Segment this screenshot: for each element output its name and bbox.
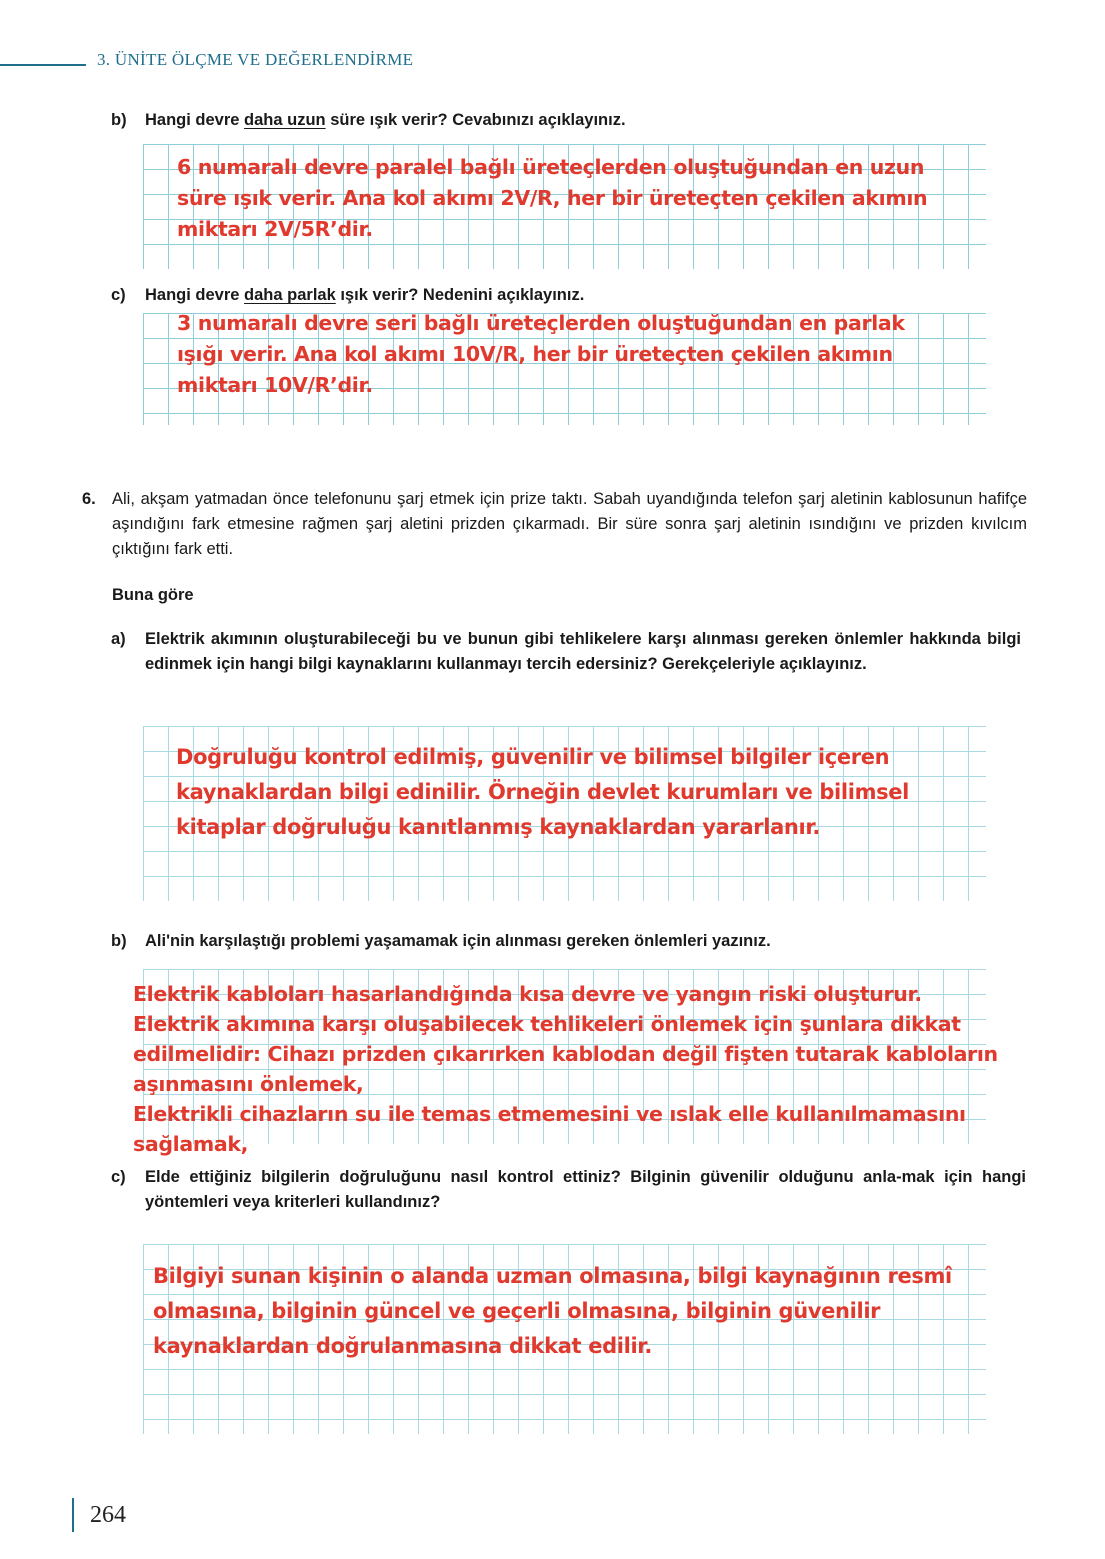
question-6b [111, 929, 1011, 954]
question-6-marker: 6. [82, 490, 96, 508]
answer-line: olmasına, bilginin güncel ve geçerli olmasına, bilginin güvenilir [153, 1299, 881, 1323]
footer-rule [72, 1498, 74, 1532]
answer-line: kaynaklardan doğrulanmasına dikkat edilir. [153, 1334, 652, 1358]
question-5c-text [145, 283, 991, 308]
question-5b-text-pre: Hangi devre [145, 111, 245, 129]
question-6b-text: Ali'nin karşılaştığı problemi yaşamamak için alınması gereken önlemleri yazınız. [145, 932, 771, 950]
question-6b-marker: b) [111, 932, 127, 950]
question-6c [111, 1165, 1026, 1215]
question-5b-text [145, 108, 991, 133]
answer-line: kitaplar doğruluğu kanıtlanmış kaynaklardan yararlanır. [176, 815, 821, 839]
answer-line: Doğruluğu kontrol edilmiş, güvenilir ve bilimsel bilgiler içeren [176, 745, 890, 769]
question-6a [111, 627, 1021, 677]
question-6c-text: Elde ettiğiniz bilgilerin doğruluğunu nasıl kontrol ettiniz? Bilginin güvenilir olduğunu anla-mak için hangi yöntemleri veya kriterleri kullandınız? [145, 1168, 1026, 1212]
question-5b-marker: b) [111, 111, 127, 129]
page-number: 264 [90, 1501, 126, 1528]
question-6 [82, 487, 1027, 562]
page-footer [72, 1498, 126, 1532]
question-5c-text-underlined: daha parlak [244, 286, 336, 304]
question-6a-marker: a) [111, 630, 126, 648]
answer-line: miktarı 10V/R’dir. [177, 373, 373, 397]
question-5b [111, 108, 991, 133]
answer-line: edilmelidir: Cihazı prizden çıkarırken kablodan değil fişten tutarak kabloların [133, 1042, 998, 1066]
answer-line: süre ışık verir. Ana kol akımı 2V/R, her bir üreteçten çekilen akımın [177, 186, 928, 210]
page-title: 3. ÜNİTE ÖLÇME VE DEĞERLENDİRME [97, 50, 414, 69]
answer-line: Elektrikli cihazların su ile temas etmemesini ve ıslak elle kullanılmamasını [133, 1102, 966, 1126]
answer-line: aşınmasını önlemek, [133, 1072, 364, 1096]
question-5c-text-post: ışık verir? Nedenini açıklayınız. [335, 286, 585, 304]
answer-text-5c [177, 308, 905, 401]
question-5b-text-post: süre ışık verir? Cevabınızı açıklayınız. [325, 111, 626, 129]
answer-line: kaynaklardan bilgi edinilir. Örneğin devlet kurumları ve bilimsel [176, 780, 910, 804]
answer-text-6b [133, 979, 998, 1159]
answer-line: ışığı verir. Ana kol akımı 10V/R, her bir üreteçten çekilen akımın [177, 342, 893, 366]
answer-line: Elektrik kabloları hasarlandığında kısa devre ve yangın riski oluşturur. [133, 982, 922, 1006]
question-6-stem: Ali, akşam yatmadan önce telefonunu şarj etmek için prize taktı. Sabah uyandığında telefon şarj aletinin kablosunun hafifçe aşındığını fark etmesine rağmen şarj aletini prizden çıkarmadı. Bir süre sonra şarj aletinin ısındığını ve prizden kıvılcım çıktığını fark etti. [112, 490, 1027, 559]
question-6c-marker: c) [111, 1168, 126, 1186]
answer-line: sağlamak, [133, 1132, 249, 1156]
question-5c-text-pre: Hangi devre [145, 286, 245, 304]
question-5b-text-underlined: daha uzun [244, 111, 326, 129]
question-6a-text: Elektrik akımının oluşturabileceği bu ve bunun gibi tehlikelere karşı alınması gereken önlemler hakkında bilgi edinmek için hangi bilgi kaynaklarını kullanmayı tercih edersiniz? Gerekçeleriyle açıklayınız. [145, 630, 1021, 674]
page-header [0, 50, 1105, 80]
answer-text-5b [177, 152, 927, 245]
question-5c [111, 283, 991, 308]
answer-line: 3 numaralı devre seri bağlı üreteçlerden oluştuğundan en parlak [177, 311, 905, 335]
answer-line: Elektrik akımına karşı oluşabilecek tehlikeleri önlemek için şunlara dikkat [133, 1012, 961, 1036]
answer-text-6a [176, 740, 909, 845]
answer-line: miktarı 2V/5R’dir. [177, 217, 373, 241]
answer-line: Bilgiyi sunan kişinin o alanda uzman olmasına, bilgi kaynağının resmî [153, 1264, 952, 1288]
header-rule [0, 64, 86, 66]
question-5c-marker: c) [111, 286, 126, 304]
answer-line: 6 numaralı devre paralel bağlı üreteçlerden oluştuğundan en uzun [177, 155, 925, 179]
answer-text-6c [153, 1259, 952, 1364]
question-6-lead-in: Buna göre [112, 586, 194, 604]
